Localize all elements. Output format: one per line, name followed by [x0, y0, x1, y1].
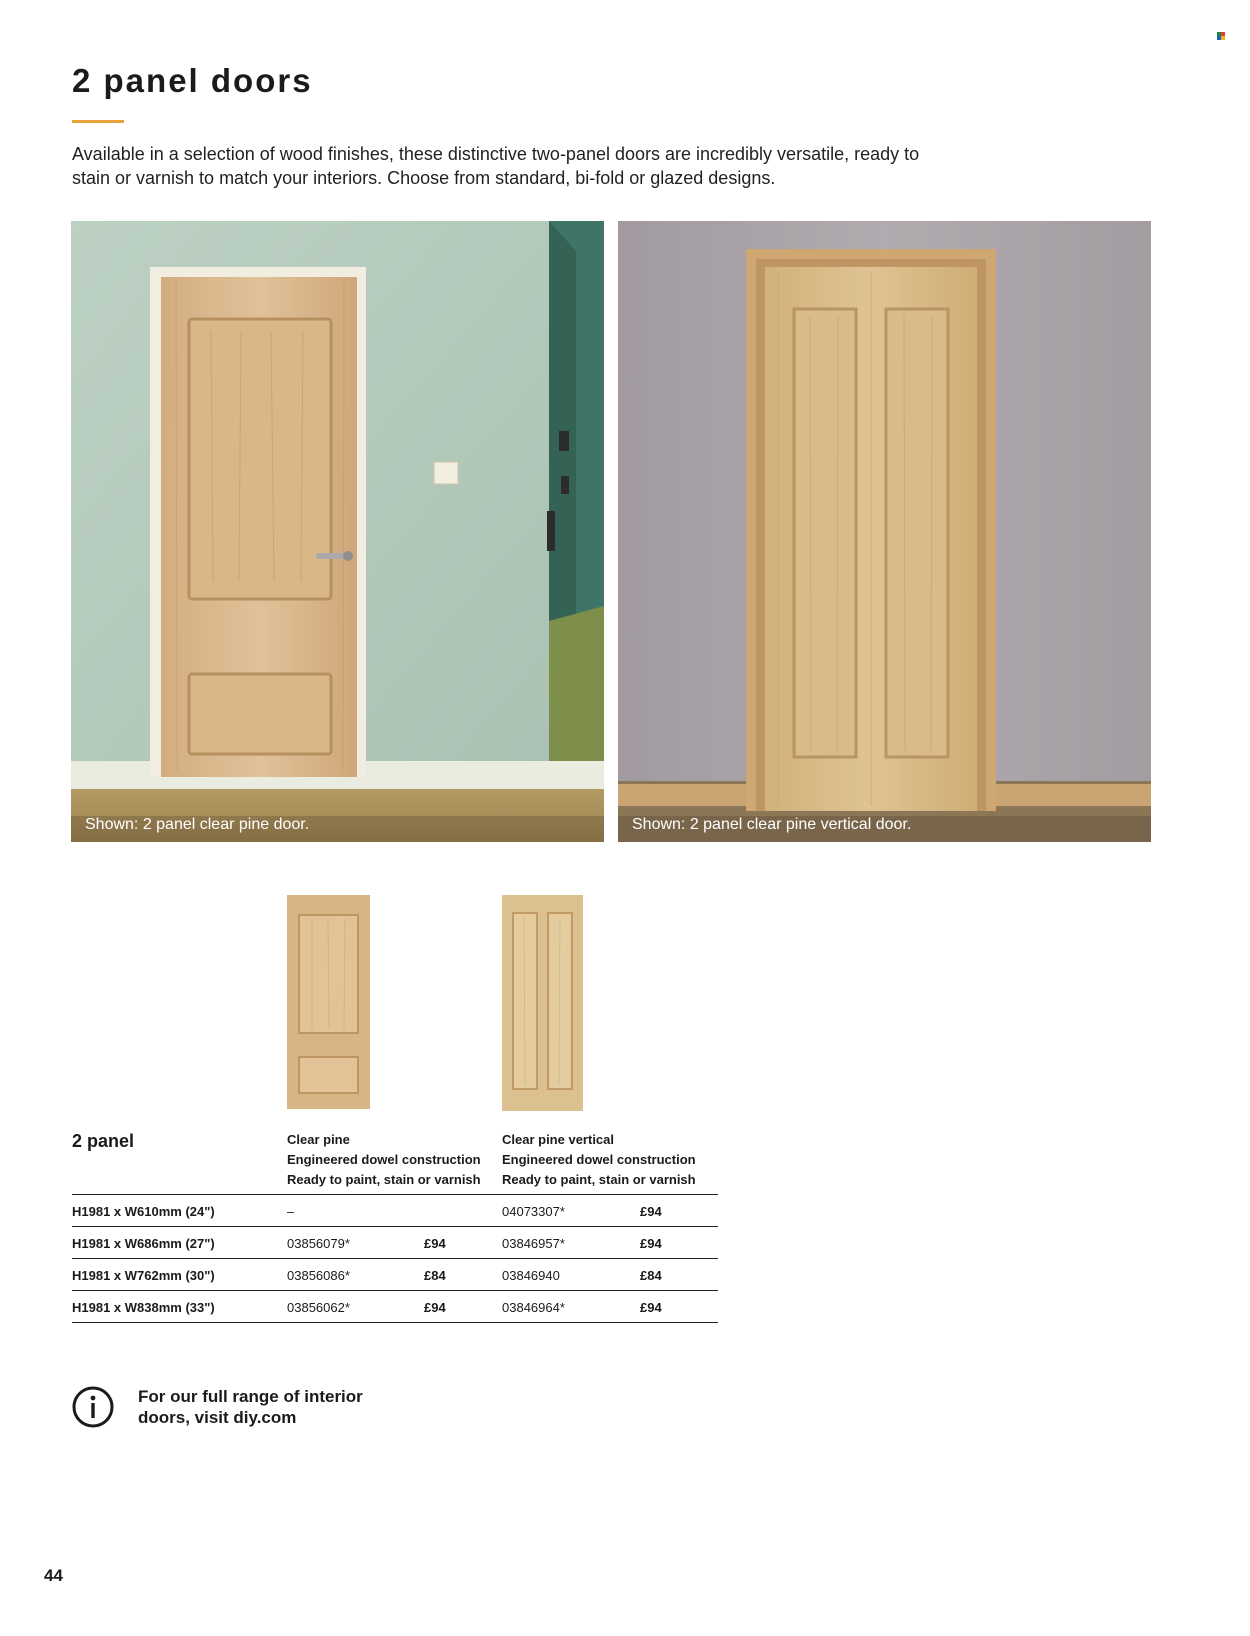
product-header-clear-pine-vertical [502, 1130, 696, 1190]
product-feature: Engineered dowel construction [502, 1152, 696, 1167]
product-name: Clear pine [287, 1132, 350, 1147]
info-icon [72, 1386, 114, 1428]
table-row [72, 1291, 718, 1323]
product-code-cell: 04073307* [502, 1204, 565, 1219]
range-name: 2 panel [72, 1131, 135, 1151]
size-cell: H1981 x W762mm (30") [72, 1268, 215, 1283]
product-code-cell: 03846940 [502, 1268, 560, 1283]
brand-logo-icon [1217, 32, 1225, 40]
price-cell: £94 [640, 1236, 662, 1251]
photo-clear-pine-vertical-door [618, 221, 1151, 842]
photo-caption: Shown: 2 panel clear pine vertical door. [632, 816, 912, 833]
photo-caption: Shown: 2 panel clear pine door. [85, 816, 310, 833]
price-cell: £94 [424, 1300, 446, 1315]
product-feature: Ready to paint, stain or varnish [502, 1172, 696, 1187]
product-spec-table [72, 1194, 718, 1323]
product-code-cell: – [287, 1204, 295, 1219]
info-line: For our full range of interior [138, 1387, 363, 1406]
product-feature: Engineered dowel construction [287, 1152, 481, 1167]
page-title: 2 panel doors [72, 62, 313, 99]
product-image-clear-pine-vertical [502, 895, 583, 1111]
table-row [72, 1259, 718, 1291]
intro-paragraph: Available in a selection of wood finishes, these distinctive two-panel doors are incredibly versatile, ready to stain or varnish to match your interiors. Choose from standard, bi-fold or glazed designs. [72, 144, 920, 188]
info-line: doors, visit diy.com [138, 1408, 297, 1427]
table-row [72, 1227, 718, 1259]
price-cell: £94 [640, 1204, 662, 1219]
product-code-cell: 03856079* [287, 1236, 350, 1251]
product-code-cell: 03856062* [287, 1300, 350, 1315]
size-cell: H1981 x W686mm (27") [72, 1236, 215, 1251]
product-image-clear-pine [287, 895, 370, 1109]
size-cell: H1981 x W610mm (24") [72, 1204, 215, 1219]
product-feature: Ready to paint, stain or varnish [287, 1172, 481, 1187]
info-note [138, 1386, 363, 1428]
price-cell: £94 [640, 1300, 662, 1315]
price-cell: £84 [640, 1268, 662, 1283]
product-code-cell: 03856086* [287, 1268, 350, 1283]
page-number: 44 [44, 1566, 63, 1585]
product-code-cell: 03846964* [502, 1300, 565, 1315]
table-row [72, 1195, 718, 1227]
product-header-clear-pine [287, 1130, 481, 1190]
product-code-cell: 03846957* [502, 1236, 565, 1251]
size-cell: H1981 x W838mm (33") [72, 1300, 215, 1315]
product-name: Clear pine vertical [502, 1132, 614, 1147]
price-cell: £94 [424, 1236, 446, 1251]
title-underline [72, 120, 124, 123]
price-cell: £84 [424, 1268, 446, 1283]
photo-clear-pine-door [71, 221, 604, 842]
